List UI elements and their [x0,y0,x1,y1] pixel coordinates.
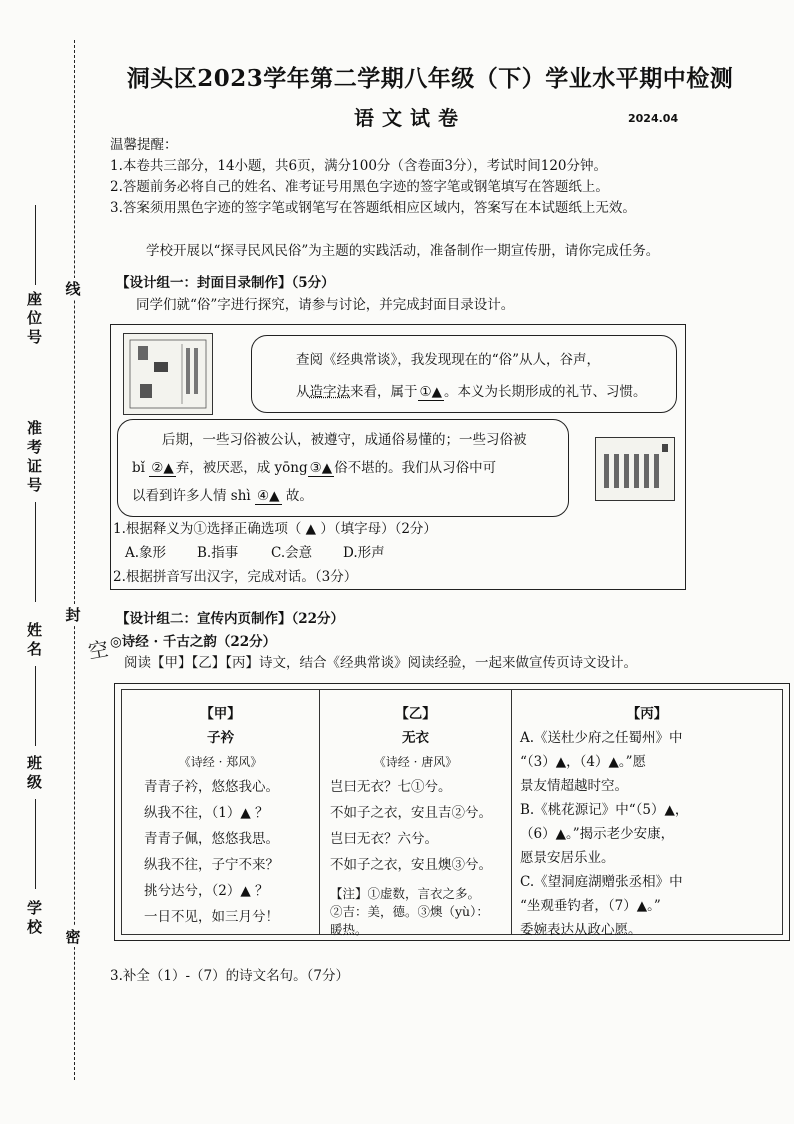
poem-bing-column [512,690,782,938]
bing-line: B.《桃花源记》中“（5）▲， [520,802,689,818]
q1-option-c: C.会意 [271,545,313,561]
question-3: 3.补全（1）-（7）的诗文名句。（7分） [110,968,349,984]
bing-line: A.《送杜少府之任蜀州》中 [520,730,683,746]
bubble1-line2: 从造字法来看，属于 ①▲ 。本义为长期形成的礼节、习惯。 [296,384,647,400]
bubble2-line3: 以看到许多人情 shì ④▲ 故。 [132,488,313,504]
class-label: 班级 [25,755,43,793]
seat-number-field[interactable] [24,205,46,348]
poem-line: 纵我不往，子宁不来？ [144,857,279,873]
poem-line: 岂曰无衣？七①兮。 [330,779,452,795]
name-label: 姓名 [25,622,43,660]
bing-line: （6）▲。”揭示老少安康， [520,826,675,842]
group1-box [110,324,686,590]
question-2: 2.根据拼音写出汉字，完成对话。（3分） [113,569,358,585]
poem-yi-tag: 【乙】 [395,706,436,722]
answer-blank-1[interactable]: ①▲ [419,384,442,400]
poem-line: 不如子之衣，安且燠③兮。 [330,857,492,873]
poem-yi-source: 《诗经 · 唐风》 [373,755,458,769]
q1-option-a: A.象形 [125,545,167,561]
poem-line: 挑兮达兮，（2）▲ ？ [144,883,269,899]
book-cover-icon [123,333,213,415]
book-cover-drawing [124,334,212,414]
poem-note: 暖热。 [330,922,368,937]
poem-line: 青青子衿，悠悠我心。 [144,779,279,795]
binding-dashed-line [74,40,75,1080]
exam-id-field[interactable] [24,420,46,602]
notice-heading: 温馨提醒： [110,137,178,153]
poem-jia-source: 《诗经 · 郑风》 [178,755,263,769]
exam-subtitle: 语文试卷 [354,106,466,130]
poem-yi-column [320,690,512,937]
notice-item: 2.答题前务必将自己的姓名、准考证号用黑色字迹的签字笔或钢笔填写在答题纸上。 [110,179,609,195]
group1-instruction: 同学们就“俗”字进行探究，请参与讨论，并完成封面目录设计。 [136,297,515,313]
bing-line: 委婉表达从政心愿。 [520,922,642,938]
group2-instruction: 阅读【甲】【乙】【丙】诗文，结合《经典常谈》阅读经验，一起来做宣传页诗文设计。 [124,655,637,671]
speech-bubble-2 [117,419,569,517]
bubble2-line1: 后期，一些习俗被公认，被遵守，成通俗易懂的；一些习俗被 [162,432,527,448]
q1-option-b: B.指事 [197,545,239,561]
poem-line: 一日不见，如三月兮！ [144,909,279,925]
speech-bubble-1 [251,335,677,413]
poem-table [114,683,790,941]
poem-yi-title: 无衣 [402,730,429,746]
group2-heading: 【设计组二：宣传内页制作】（22分） [116,611,345,627]
seal-char-seal: 封 [58,604,88,625]
group1-heading: 【设计组一：封面目录制作】（5分） [116,275,335,291]
book-page-icon [595,437,675,501]
seal-char-secret: 密 [58,926,88,947]
seat-number-label: 座位号 [25,291,43,348]
poem-note: 【注】①虚数，言衣之多。 [330,886,481,901]
seal-char-line: 线 [58,278,88,299]
poem-line: 岂曰无衣？六兮。 [330,831,438,847]
exam-id-label: 准考证号 [25,420,43,496]
poem-jia-column [122,690,320,934]
poem-jia-tag: 【甲】 [200,706,241,722]
activity-intro: 学校开展以“探寻民风民俗”为主题的实践活动，准备制作一期宣传册，请你完成任务。 [146,243,660,259]
poem-line: 青青子佩，悠悠我思。 [144,831,279,847]
answer-blank-4[interactable]: ④▲ [257,488,280,504]
bing-line: “（3）▲，（4）▲。”愿 [520,754,646,770]
bubble2-line2: bǐ ②▲ 弃，被厌恶，成 yōng ③▲ 俗不堪的。我们从习俗中可 [132,460,497,476]
question-1: 1.根据释义为①选择正确选项（ ▲ ）（填字母）（2分） [113,521,437,537]
section-title: ◎诗经 · 千古之韵（22分） [110,634,277,650]
bing-line: 愿景安居乐业。 [520,850,615,866]
exam-title: 洞头区2023学年第二学期八年级（下）学业水平期中检测 [126,65,734,92]
name-field[interactable] [24,622,46,746]
poem-note: ②吉：美，德。③燠（yù）： [330,904,489,919]
bing-line: “坐观垂钓者，（7）▲。” [520,898,661,914]
handwritten-mark: 空 [86,636,111,664]
poem-line: 不如子之衣，安且吉②兮。 [330,805,492,821]
answer-blank-2[interactable]: ②▲ [151,460,174,476]
notice-item: 3.答案须用黑色字迹的签字笔或钢笔写在答题纸相应区域内，答案写在本试题纸上无效。 [110,200,636,216]
notice-item: 1.本卷共三部分，14小题，共6页，满分100分（含卷面3分），考试时间120分钟。 [110,158,608,174]
dotted-term: 造字法 [309,384,350,400]
class-field[interactable] [24,755,46,889]
book-page-drawing [596,438,674,500]
poem-bing-tag: 【丙】 [626,706,668,722]
bubble1-line1: 查阅《经典常谈》，我发现现在的“俗”从人，谷声， [296,352,601,368]
poem-line: 纵我不往，（1）▲ ？ [144,805,269,821]
school-field[interactable] [24,900,46,938]
school-label: 学校 [25,900,43,938]
bing-line: C.《望洞庭湖赠张丞相》中 [520,874,683,890]
q1-option-d: D.形声 [343,545,385,561]
poem-jia-title: 子衿 [207,730,234,746]
bing-line: 景友情超越时空。 [520,778,628,794]
answer-blank-3[interactable]: ③▲ [309,460,333,476]
exam-date: 2024.04 [628,112,679,125]
